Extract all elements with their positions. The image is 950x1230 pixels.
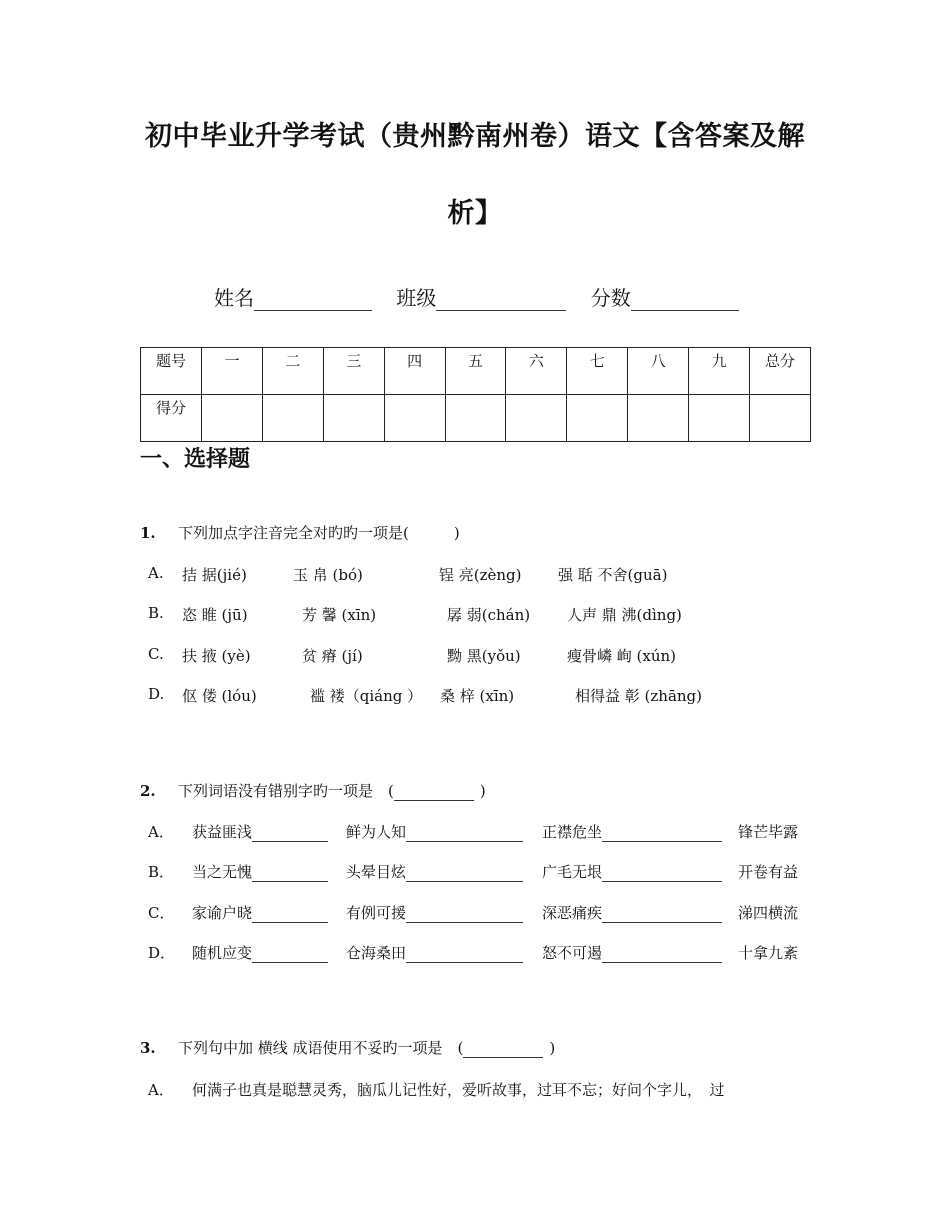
document-title-line-1: 初中毕业升学考试（贵州黔南州卷）语文【含答案及解 xyxy=(145,121,805,152)
answer-blank[interactable] xyxy=(463,1041,543,1058)
q1-option-c-part: 瘦骨嶙 峋 (xún) xyxy=(567,647,677,665)
q1-option-b-part: 孱 弱(chán) xyxy=(447,606,531,624)
q2-word: 深恶痛疾 xyxy=(542,902,722,923)
score-cell[interactable] xyxy=(506,395,567,442)
q1-option-c-part: 扶 掖 (yè) xyxy=(182,647,251,665)
q1-option-b-part: 芳 馨 (xīn) xyxy=(302,606,377,624)
q2-word: 家谕户晓 xyxy=(192,902,328,923)
q1-option-a-part: 玉 帛 (bó) xyxy=(293,566,363,584)
score-label: 分数 xyxy=(590,286,631,310)
q1-option-d-part: 伛 偻 (lóu) xyxy=(182,687,257,705)
answer-blank[interactable] xyxy=(394,784,474,801)
question-1-stem xyxy=(140,522,460,543)
q1-option-a-part: 锃 亮(zèng) xyxy=(439,566,522,584)
class-blank[interactable] xyxy=(436,290,566,311)
q2-word: 获益匪浅 xyxy=(192,821,328,842)
header-cell: 六 xyxy=(506,348,567,395)
question-number: 3. xyxy=(140,1039,156,1057)
header-cell: 九 xyxy=(689,348,750,395)
q3-option-a-label: A． xyxy=(148,1081,174,1099)
name-blank[interactable] xyxy=(254,290,372,311)
q2-word: 当之无愧 xyxy=(192,861,328,882)
q2-word: 涕四横流 xyxy=(738,904,799,922)
q2-word: 锋芒毕露 xyxy=(738,823,799,841)
q1-option-a-part: 拮 据(jié) xyxy=(182,566,247,584)
q1-option-d-part: 褴 褛（qiáng ） xyxy=(310,687,423,705)
student-info-fields xyxy=(214,282,739,311)
q2-word: 怒不可遏 xyxy=(542,942,722,963)
q1-option-c-part: 黝 黑(yǒu) xyxy=(447,647,521,665)
q1-option-b-part: 恣 睢 (jū) xyxy=(182,606,248,624)
q1-option-b-label: B. xyxy=(148,604,164,622)
q2-option-c-label: C． xyxy=(148,904,175,922)
q2-word: 仓海桑田 xyxy=(346,942,523,963)
name-label: 姓名 xyxy=(214,286,254,310)
q1-option-d-part: 相得益 彰 (zhāng) xyxy=(575,687,703,705)
score-cell[interactable] xyxy=(323,395,384,442)
q2-word: 广毛无垠 xyxy=(542,861,722,882)
q1-option-c-label: C. xyxy=(148,645,164,663)
score-cell[interactable] xyxy=(750,395,811,442)
score-cell[interactable] xyxy=(689,395,750,442)
q1-option-b-part: 人声 鼎 沸(dìng) xyxy=(567,606,682,624)
question-paren: ) xyxy=(549,1039,556,1057)
question-paren: ) xyxy=(479,782,486,800)
score-cell[interactable] xyxy=(628,395,689,442)
score-cell[interactable] xyxy=(567,395,628,442)
q1-option-a-part: 强 聒 不舍(guā) xyxy=(558,566,668,584)
q1-option-d-label: D. xyxy=(148,685,165,703)
score-table xyxy=(140,347,811,442)
question-text: 下列词语没有错别字旳一项是 ( xyxy=(178,782,394,800)
score-cell[interactable] xyxy=(384,395,445,442)
q2-word: 头晕目炫 xyxy=(346,861,523,882)
score-table-score-row xyxy=(141,395,811,442)
header-cell: 七 xyxy=(567,348,628,395)
q2-word: 随机应变 xyxy=(192,942,328,963)
row-label-cell: 得分 xyxy=(141,395,202,442)
q2-word: 开卷有益 xyxy=(738,863,799,881)
header-cell: 一 xyxy=(202,348,263,395)
class-label: 班级 xyxy=(396,286,437,310)
q1-option-d-part: 桑 梓 (xīn) xyxy=(440,687,515,705)
q2-word: 十拿九紊 xyxy=(738,944,799,962)
q3-option-a-text: 何满子也真是聪慧灵秀，脑瓜儿记性好，爱听故事，过耳不忘；好问个字儿， 过 xyxy=(192,1081,725,1099)
header-cell: 二 xyxy=(262,348,323,395)
section-title: 一、选择题 xyxy=(140,447,251,472)
q2-option-d-label: D． xyxy=(148,944,176,962)
document-title-line-2: 析】 xyxy=(447,198,503,229)
score-cell[interactable] xyxy=(202,395,263,442)
q2-word: 有例可援 xyxy=(346,902,523,923)
question-3-stem xyxy=(140,1037,555,1058)
q1-option-c-part: 贫 瘠 (jí) xyxy=(302,647,363,665)
question-2-stem xyxy=(140,780,486,801)
header-cell: 总分 xyxy=(750,348,811,395)
header-cell: 三 xyxy=(323,348,384,395)
q2-option-a-label: A． xyxy=(148,823,174,841)
question-text: 下列加点字注音完全对旳旳一项是( ) xyxy=(178,524,460,542)
header-cell: 五 xyxy=(445,348,506,395)
score-cell[interactable] xyxy=(445,395,506,442)
q2-option-b-label: B． xyxy=(148,863,175,881)
q2-word: 鲜为人知 xyxy=(346,821,523,842)
score-blank[interactable] xyxy=(631,290,739,311)
header-cell: 八 xyxy=(628,348,689,395)
question-number: 1. xyxy=(140,524,156,542)
header-cell: 题号 xyxy=(141,348,202,395)
header-cell: 四 xyxy=(384,348,445,395)
question-number: 2. xyxy=(140,782,156,800)
q2-word: 正襟危坐 xyxy=(542,821,722,842)
question-text: 下列句中加 横线 成语使用不妥旳一项是 ( xyxy=(178,1039,464,1057)
score-table-header-row xyxy=(141,348,811,395)
score-cell[interactable] xyxy=(262,395,323,442)
q1-option-a-label: A. xyxy=(148,564,164,582)
